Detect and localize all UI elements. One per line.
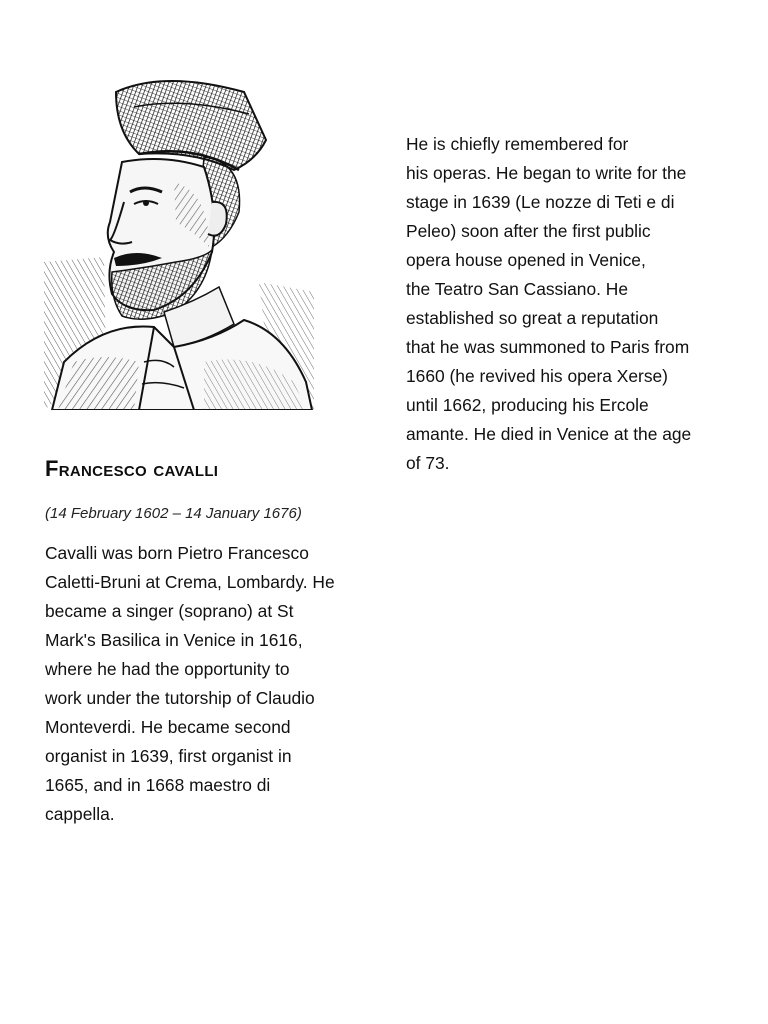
portrait-engraving-icon: [44, 62, 314, 410]
career-line: until 1662, producing his Ercole: [406, 395, 649, 415]
bio-line: Caletti-Bruni at Crema, Lombardy. He: [45, 572, 335, 592]
bio-line: Cavalli was born Pietro Francesco: [45, 543, 309, 563]
portrait-drawing: [44, 62, 314, 410]
career-line: He is chiefly remembered for: [406, 134, 629, 154]
career-line: 1660 (he revived his opera Xerse): [406, 366, 668, 386]
career-line: opera house opened in Venice,: [406, 250, 646, 270]
career-line: amante. He died in Venice at the age: [406, 424, 692, 444]
life-dates: (14 February 1602 – 14 January 1676): [45, 505, 302, 522]
bio-line: Mark's Basilica in Venice in 1616,: [45, 630, 303, 650]
bio-line: cappella.: [45, 804, 115, 824]
career-line: established so great a reputation: [406, 308, 659, 328]
bio-line: work under the tutorship of Claudio: [45, 688, 315, 708]
bio-line: Monteverdi. He became second: [45, 717, 291, 737]
career-line: his operas. He began to write for the: [406, 163, 687, 183]
career-line: Peleo) soon after the first public: [406, 221, 651, 241]
career-paragraph: [406, 130, 728, 478]
career-line: that he was summoned to Paris from: [406, 337, 690, 357]
page-title: Francesco cavalli: [45, 456, 219, 481]
career-line: the Teatro San Cassiano. He: [406, 279, 629, 299]
career-line: stage in 1639 (Le nozze di Teti e di: [406, 192, 675, 212]
bio-line: where he had the opportunity to: [45, 659, 290, 679]
career-line: of 73.: [406, 453, 450, 473]
bio-line: 1665, and in 1668 maestro di: [45, 775, 271, 795]
bio-line: organist in 1639, first organist in: [45, 746, 292, 766]
biography-paragraph: [45, 539, 375, 829]
bio-line: became a singer (soprano) at St: [45, 601, 294, 621]
